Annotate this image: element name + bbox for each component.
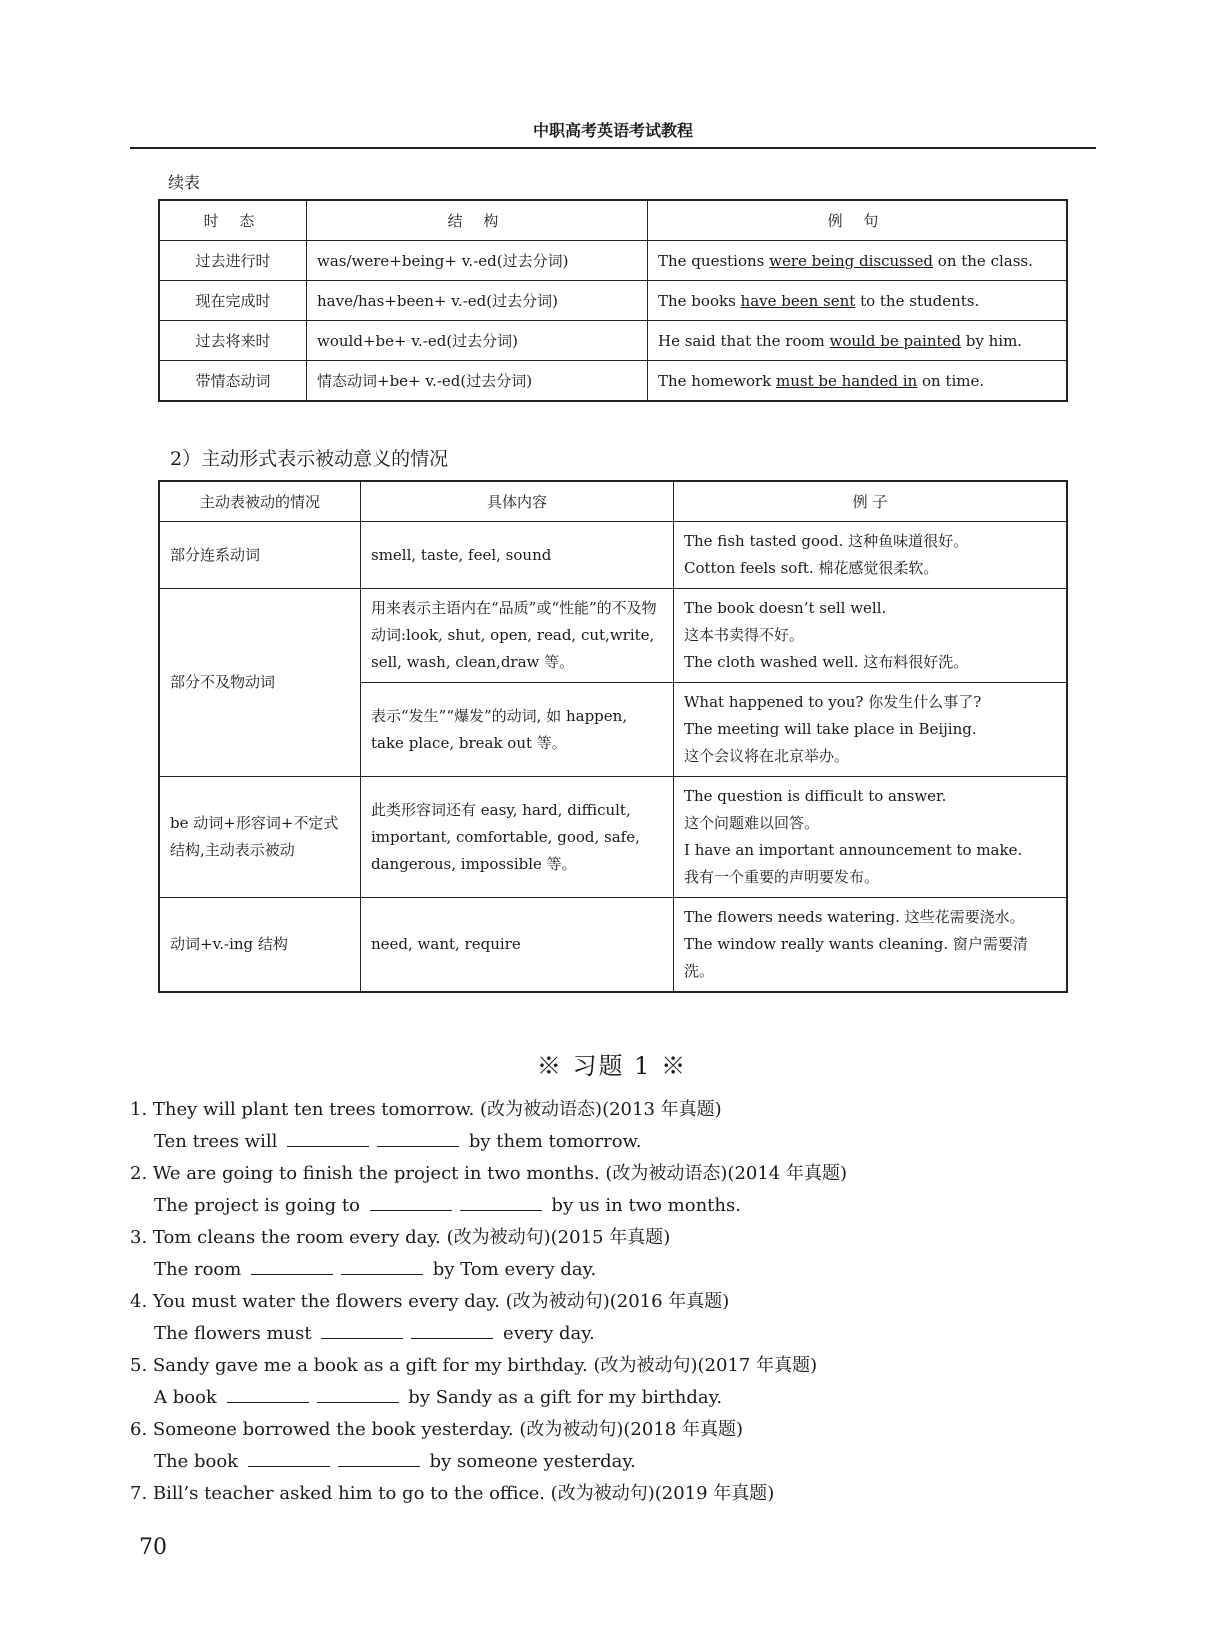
content-cell: 此类形容词还有 easy, hard, difficult, important, comfortable, good, safe, dangerous, impossible 等。 xyxy=(361,777,674,898)
table-row xyxy=(159,241,1067,281)
example-text: on time. xyxy=(917,371,985,390)
table-row xyxy=(159,361,1067,402)
answer-prefix: The book xyxy=(154,1451,239,1472)
structure-cell: 情态动词+be+ v.-ed(过去分词) xyxy=(307,361,648,402)
continued-label: 续表 xyxy=(168,173,201,192)
answer-blank[interactable] xyxy=(248,1448,330,1467)
example-text: The books xyxy=(658,291,741,310)
page-header: 中职高考英语考试教程 xyxy=(532,121,693,140)
example-line: The meeting will take place in Beijing. xyxy=(684,720,977,738)
example-line: The cloth washed well. 这布料很好洗。 xyxy=(684,653,969,671)
example-text: on the class. xyxy=(933,251,1033,270)
exercise-answer-line xyxy=(130,1190,1096,1222)
example-cell xyxy=(648,281,1068,321)
answer-blank[interactable] xyxy=(251,1256,333,1275)
exercise-question: 5. Sandy gave me a book as a gift for my birthday. (改为被动句)(2017 年真题) xyxy=(130,1355,818,1376)
answer-blank[interactable] xyxy=(321,1320,403,1339)
structure-cell: was/were+being+ v.-ed(过去分词) xyxy=(307,241,648,281)
content-cell: 表示“发生”“爆发”的动词, 如 happen, take place, break out 等。 xyxy=(361,683,674,777)
example-line: 这个会议将在北京举办。 xyxy=(684,747,850,765)
example-text: The homework xyxy=(658,371,777,390)
answer-suffix: by them tomorrow. xyxy=(468,1131,642,1152)
table-row xyxy=(159,321,1067,361)
section-title: 2）主动形式表示被动意义的情况 xyxy=(170,448,449,470)
tense-cell: 现在完成时 xyxy=(159,281,307,321)
exercise-answer-line xyxy=(130,1318,1096,1350)
case-cell: be 动词+形容词+不定式结构,主动表示被动 xyxy=(159,777,361,898)
examples-cell xyxy=(674,522,1068,589)
example-line: 这本书卖得不好。 xyxy=(684,626,805,644)
answer-blank[interactable] xyxy=(317,1384,399,1403)
structure-cell: would+be+ v.-ed(过去分词) xyxy=(307,321,648,361)
case-cell: 部分连系动词 xyxy=(159,522,361,589)
example-line: Cotton feels soft. 棉花感觉很柔软。 xyxy=(684,559,939,577)
example-underlined: must be handed in xyxy=(776,371,918,390)
exercise-question: 6. Someone borrowed the book yesterday. (改为被动句)(2018 年真题) xyxy=(130,1419,743,1440)
example-cell xyxy=(648,361,1068,402)
example-underlined: were being discussed xyxy=(769,251,934,270)
example-text: by him. xyxy=(961,331,1023,350)
example-line: The flowers needs watering. 这些花需要浇水。 xyxy=(684,908,1025,926)
content-cell: 用来表示主语内在“品质”或“性能”的不及物动词:look, shut, open, read, cut,write, sell, wash, clean,draw 等。 xyxy=(361,589,674,683)
exercise-question: 2. We are going to finish the project in two months. (改为被动语态)(2014 年真题) xyxy=(130,1163,847,1184)
answer-prefix: A book xyxy=(154,1387,217,1408)
exercise-answer-line xyxy=(130,1382,1096,1414)
answer-blank[interactable] xyxy=(460,1192,542,1211)
example-underlined: would be painted xyxy=(829,331,961,350)
tense-cell: 过去进行时 xyxy=(159,241,307,281)
exercise-answer-line xyxy=(130,1254,1096,1286)
example-text: The questions xyxy=(658,251,770,270)
answer-prefix: The project is going to xyxy=(154,1195,360,1216)
exercise-question: 7. Bill’s teacher asked him to go to the office. (改为被动句)(2019 年真题) xyxy=(130,1483,775,1504)
answer-prefix: The room xyxy=(154,1259,242,1280)
example-line: The window really wants cleaning. 窗户需要清洗。 xyxy=(684,935,1028,980)
table-row xyxy=(159,522,1067,589)
active-passive-table xyxy=(158,480,1068,993)
examples-cell xyxy=(674,589,1068,683)
table-row xyxy=(159,777,1067,898)
exercise-question: 1. They will plant ten trees tomorrow. (改为被动语态)(2013 年真题) xyxy=(130,1099,722,1120)
answer-blank[interactable] xyxy=(377,1128,459,1147)
table-header-row xyxy=(159,481,1067,522)
case-cell: 部分不及物动词 xyxy=(159,589,361,777)
content-cell: smell, taste, feel, sound xyxy=(361,522,674,589)
answer-suffix: by us in two months. xyxy=(551,1195,741,1216)
col-header-content: 具体内容 xyxy=(361,481,674,522)
col-header-example: 例 句 xyxy=(648,200,1068,241)
table-header-row xyxy=(159,200,1067,241)
example-line: The book doesn’t sell well. xyxy=(684,599,887,617)
answer-blank[interactable] xyxy=(341,1256,423,1275)
exercise-answer-line xyxy=(130,1446,1096,1478)
example-line: 这个问题难以回答。 xyxy=(684,814,820,832)
example-text: He said that the room xyxy=(658,331,830,350)
example-cell xyxy=(648,321,1068,361)
example-cell xyxy=(648,241,1068,281)
example-line: 我有一个重要的声明要发布。 xyxy=(684,868,880,886)
page-number: 70 xyxy=(139,1535,167,1560)
answer-prefix: The flowers must xyxy=(154,1323,312,1344)
examples-cell xyxy=(674,683,1068,777)
example-line: I have an important announcement to make. xyxy=(684,841,1023,859)
example-text: to the students. xyxy=(855,291,980,310)
table-row xyxy=(159,589,1067,683)
examples-cell xyxy=(674,898,1068,993)
col-header-tense: 时 态 xyxy=(159,200,307,241)
answer-blank[interactable] xyxy=(227,1384,309,1403)
example-line: The fish tasted good. 这种鱼味道很好。 xyxy=(684,532,969,550)
examples-cell xyxy=(674,777,1068,898)
answer-suffix: every day. xyxy=(503,1323,595,1344)
tense-cell: 带情态动词 xyxy=(159,361,307,402)
table-row xyxy=(159,281,1067,321)
answer-blank[interactable] xyxy=(287,1128,369,1147)
case-cell: 动词+v.-ing 结构 xyxy=(159,898,361,993)
col-header-case: 主动表被动的情况 xyxy=(159,481,361,522)
answer-suffix: by Sandy as a gift for my birthday. xyxy=(408,1387,723,1408)
example-line: The question is difficult to answer. xyxy=(684,787,947,805)
exercise-list xyxy=(130,1094,1096,1510)
answer-prefix: Ten trees will xyxy=(154,1131,278,1152)
table-row xyxy=(159,898,1067,993)
content-cell: need, want, require xyxy=(361,898,674,993)
example-underlined: have been sent xyxy=(740,291,856,310)
tense-table xyxy=(158,199,1068,402)
col-header-examples: 例 子 xyxy=(674,481,1068,522)
structure-cell: have/has+been+ v.-ed(过去分词) xyxy=(307,281,648,321)
answer-blank[interactable] xyxy=(370,1192,452,1211)
answer-suffix: by Tom every day. xyxy=(432,1259,597,1280)
exercise-title: ※ 习题 1 ※ xyxy=(536,1052,688,1080)
col-header-structure: 结 构 xyxy=(307,200,648,241)
exercise-question: 3. Tom cleans the room every day. (改为被动句)(2015 年真题) xyxy=(130,1227,671,1248)
tense-cell: 过去将来时 xyxy=(159,321,307,361)
example-line: What happened to you? 你发生什么事了? xyxy=(684,693,982,711)
header-rule xyxy=(130,147,1096,149)
answer-suffix: by someone yesterday. xyxy=(429,1451,636,1472)
answer-blank[interactable] xyxy=(338,1448,420,1467)
exercise-question: 4. You must water the flowers every day. (改为被动句)(2016 年真题) xyxy=(130,1291,730,1312)
exercise-answer-line xyxy=(130,1126,1096,1158)
answer-blank[interactable] xyxy=(411,1320,493,1339)
